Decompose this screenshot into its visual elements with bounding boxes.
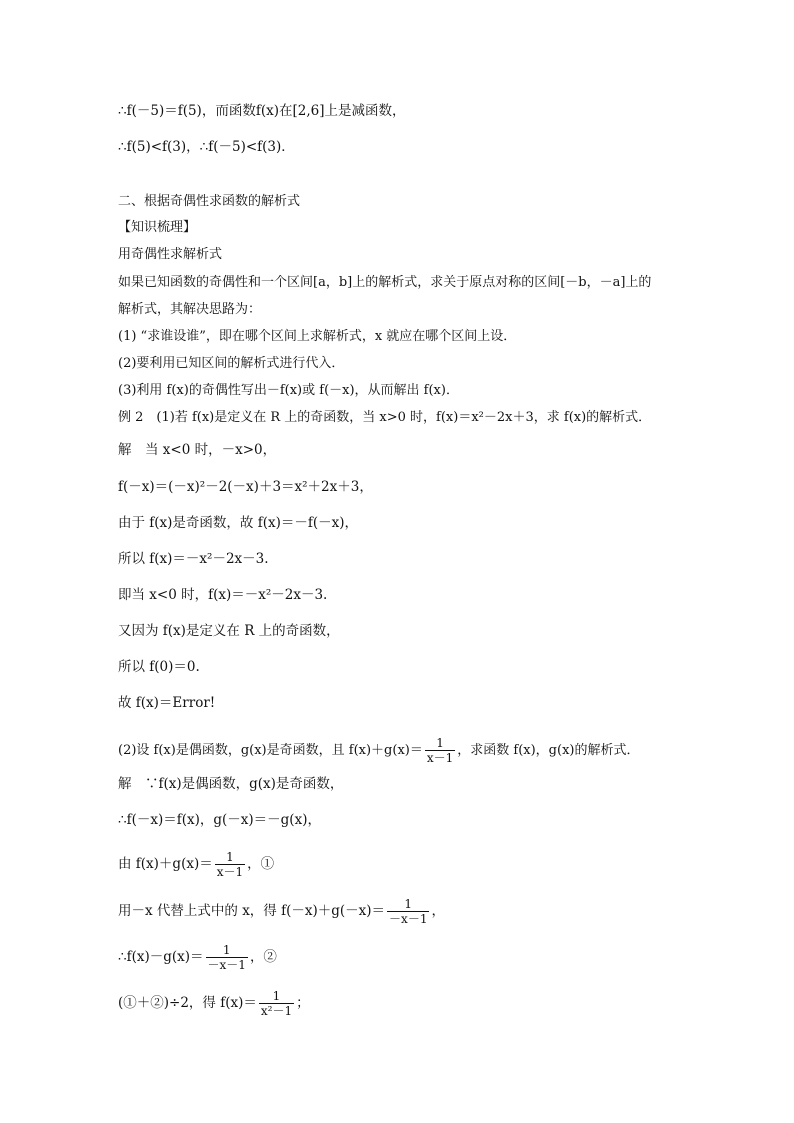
- equation-line: [118, 989, 310, 1018]
- fraction-numerator: 1: [272, 989, 281, 1003]
- equation-line: 所以 f(0)＝0.: [118, 659, 200, 675]
- fraction-denominator: x－1: [426, 751, 454, 765]
- fraction: [425, 736, 455, 765]
- equation-line: f(－x)＝(－x)²－2(－x)＋3＝x²＋2x＋3，: [118, 479, 373, 495]
- equation-line: 又因为 f(x)是定义在 R 上的奇函数，: [118, 623, 340, 639]
- text-line: ∴f(5)<f(3)，∴f(－5)<f(3)．: [118, 139, 295, 155]
- fraction: [259, 989, 294, 1018]
- equation-line: 故 f(x)＝Error!: [118, 695, 216, 711]
- fraction: [387, 897, 429, 926]
- question-2: [118, 736, 639, 765]
- step-3: (3)利用 f(x)的奇偶性写出－f(x)或 f(－x)，从而解出 f(x)．: [118, 383, 459, 398]
- equation-text: ，①: [247, 856, 275, 872]
- equation-line: 由于 f(x)是奇函数，故 f(x)＝－f(－x)，: [118, 515, 359, 531]
- solution-line: 解 ∵f(x)是偶函数，g(x)是奇函数，: [118, 776, 344, 792]
- equation-text: (①＋②)÷2，得 f(x)＝: [118, 995, 257, 1011]
- fraction: [215, 850, 245, 879]
- solution-line: 解 当 x<0 时，－x>0，: [118, 442, 277, 458]
- paragraph-line: 解析式，其解决思路为：: [118, 302, 262, 317]
- fraction-numerator: 1: [226, 850, 234, 864]
- equation-text: 用－x 代替上式中的 x，得 f(－x)＋g(－x)＝: [118, 903, 386, 919]
- fraction-numerator: 1: [404, 897, 413, 911]
- step-1: (1) “求谁设谁”，即在哪个区间上求解析式，x 就应在哪个区间上设．: [118, 329, 517, 344]
- equation-line: [118, 897, 445, 926]
- question-2-text-b: ，求函数 f(x)，g(x)的解析式．: [457, 743, 640, 758]
- equation-line: 即当 x<0 时，f(x)＝－x²－2x－3.: [118, 587, 328, 603]
- example-2-question: 例 2 (1)若 f(x)是定义在 R 上的奇函数，当 x>0 时，f(x)＝x²－2x＋3，求 f(x)的解析式．: [118, 410, 652, 425]
- equation-text: ，: [431, 903, 445, 919]
- fraction: [206, 943, 248, 972]
- paragraph-line: 如果已知函数的奇偶性和一个区间[a，b]上的解析式，求关于原点对称的区间[－b，－a]上的: [118, 275, 652, 290]
- text-line: ∴f(－5)＝f(5)，而函数f(x)在[2,6]上是减函数，: [118, 103, 406, 119]
- equation-line: [118, 943, 277, 972]
- question-2-text-a: (2)设 f(x)是偶函数，g(x)是奇函数，且 f(x)＋g(x)＝: [118, 743, 423, 758]
- section-title: 二、根据奇偶性求函数的解析式: [118, 194, 301, 209]
- step-2: (2)要利用已知区间的解析式进行代入．: [118, 356, 345, 371]
- equation-text: ∴f(x)－g(x)＝: [118, 949, 204, 965]
- fraction-denominator: －x－1: [389, 912, 428, 926]
- fraction-numerator: 1: [436, 736, 444, 750]
- fraction-denominator: －x－1: [207, 958, 246, 972]
- equation-text: ，②: [249, 949, 277, 965]
- equation-text: 由 f(x)＋g(x)＝: [118, 856, 213, 872]
- fraction-numerator: 1: [222, 943, 231, 957]
- equation-line: 所以 f(x)＝－x²－2x－3.: [118, 551, 269, 567]
- fraction-denominator: x－1: [216, 865, 244, 879]
- equation-text: ；: [296, 995, 310, 1011]
- knowledge-heading: 【知识梳理】: [118, 220, 197, 235]
- fraction-denominator: x²－1: [260, 1004, 293, 1018]
- equation-line: ∴f(－x)＝f(x)，g(－x)＝－g(x)，: [118, 812, 321, 828]
- equation-line: [118, 850, 274, 879]
- subtitle: 用奇偶性求解析式: [118, 247, 223, 262]
